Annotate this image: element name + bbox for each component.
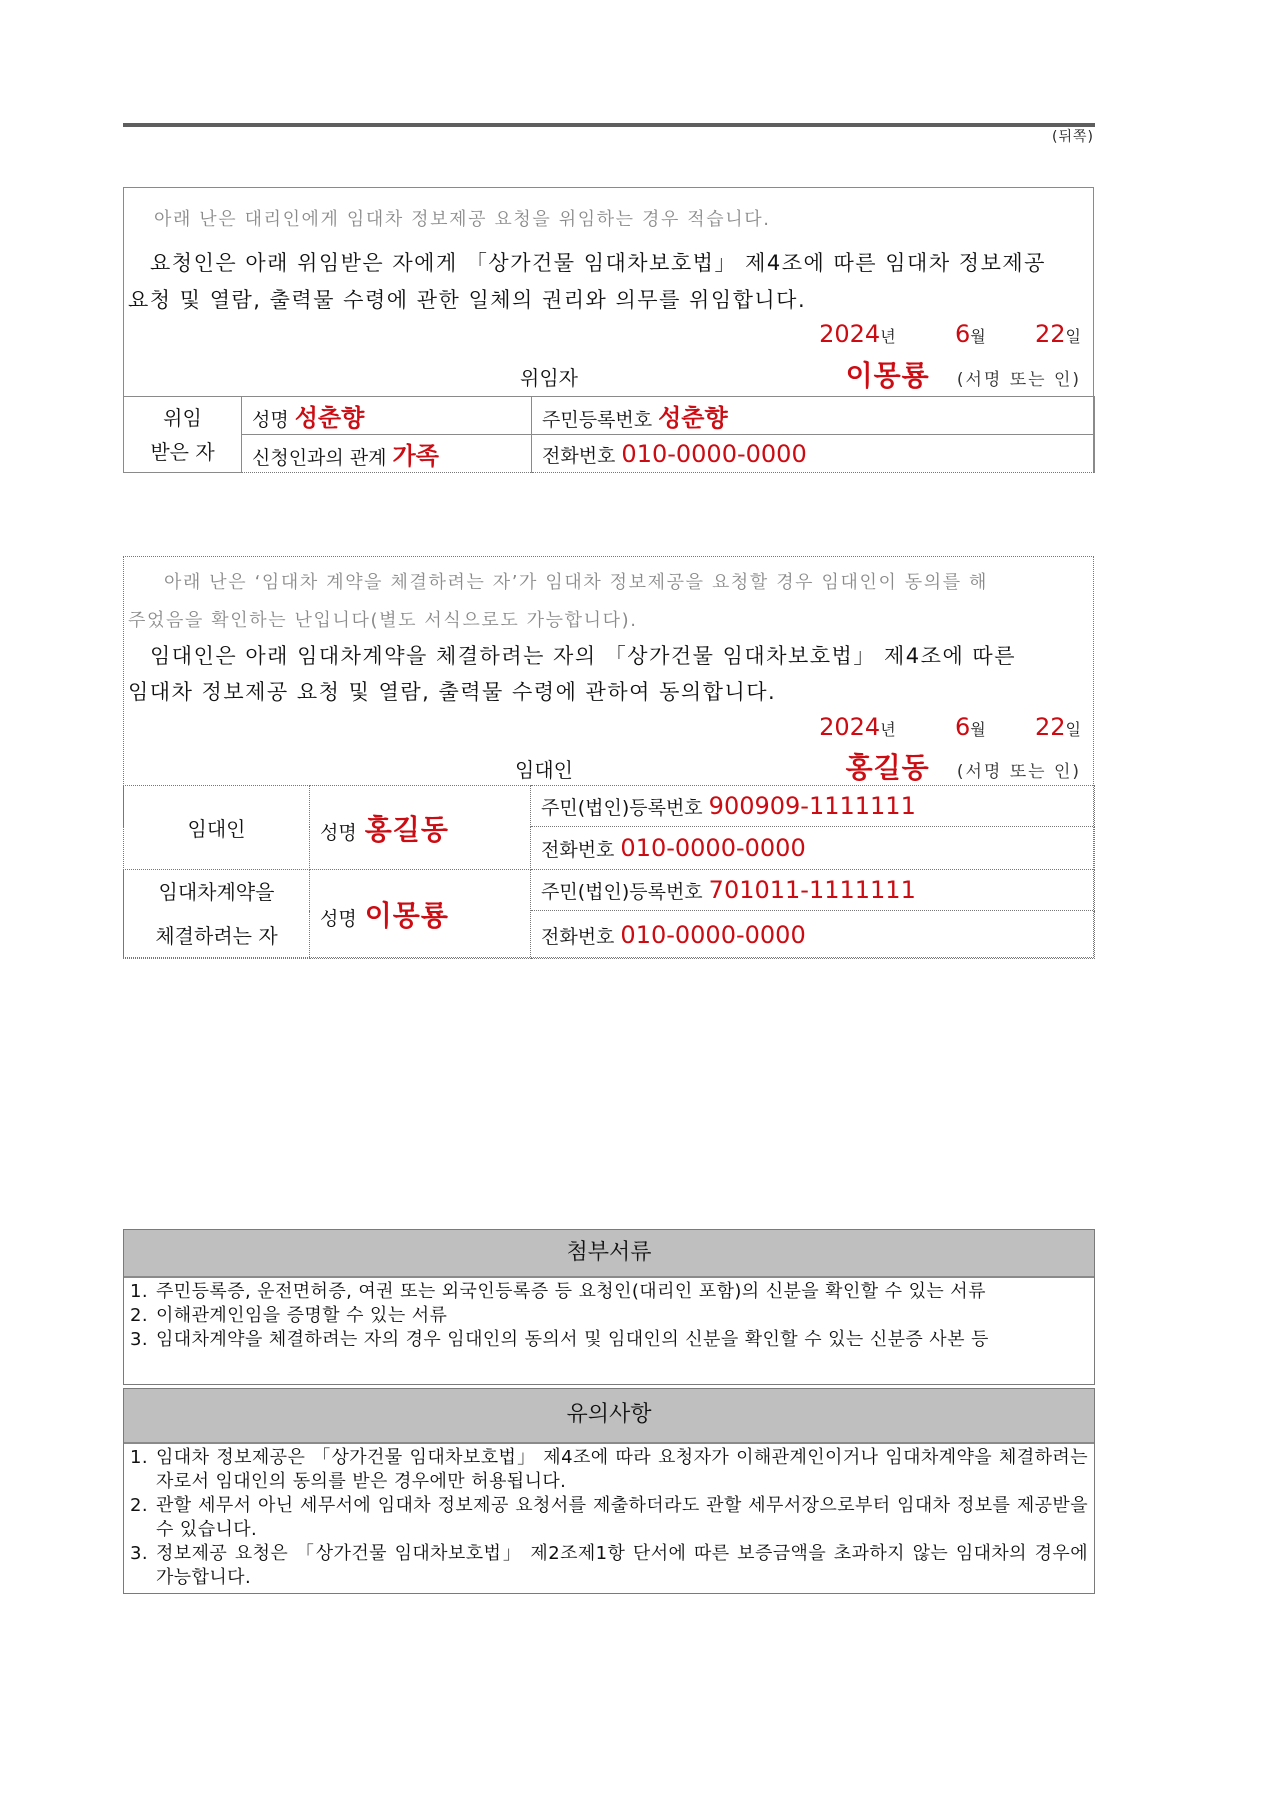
delegate-row-header xyxy=(124,397,242,473)
tenant-name-value[interactable]: 이몽룡 xyxy=(364,899,449,932)
item-text: 주민등록증, 운전면허증, 여권 또는 외국인등록증 등 요청인(대리인 포함)의 신분을 확인할 수 있는 서류 xyxy=(156,1281,986,1302)
consent-day[interactable]: 22 xyxy=(1034,713,1066,741)
month-unit: 월 xyxy=(970,327,986,346)
tenant-header xyxy=(124,870,310,959)
phone-label: 전화번호 xyxy=(541,925,615,948)
signature-hint: (서명 또는 인) xyxy=(956,370,1081,390)
item-number: 1. xyxy=(130,1447,148,1468)
delegation-body-line1: 요청인은 아래 위임받은 자에게 「상가건물 임대차보호법」 제4조에 따른 임대차 정보제공 xyxy=(150,251,1046,275)
item-number: 3. xyxy=(130,1329,148,1350)
item-text: 정보제공 요청은 「상가건물 임대차보호법」 제2조제1항 단서에 따른 보증금액을 초과하지 않는 임대차의 경우에 가능합니다. xyxy=(156,1543,1088,1588)
name-label: 성명 xyxy=(252,409,289,431)
notes-section xyxy=(123,1388,1095,1594)
note-item xyxy=(130,1542,1088,1590)
tenant-header-line1: 임대차계약을 xyxy=(158,880,275,904)
month-unit: 월 xyxy=(970,720,986,739)
phone-label: 전화번호 xyxy=(542,444,616,467)
attachments-title: 첨부서류 xyxy=(124,1230,1094,1278)
landlord-phone-value[interactable]: 010-0000-0000 xyxy=(620,834,806,862)
item-number: 3. xyxy=(130,1543,148,1564)
consent-body-line1: 임대인은 아래 임대차계약을 체결하려는 자의 「상가건물 임대차보호법」 제4조에 따른 xyxy=(150,644,1016,668)
consent-date xyxy=(819,713,1081,741)
item-number: 1. xyxy=(130,1281,148,1302)
delegate-phone-cell[interactable] xyxy=(532,435,1095,473)
day-unit: 일 xyxy=(1065,720,1081,739)
relation-label: 신청인과의 관계 xyxy=(252,447,387,469)
tenant-id-value[interactable]: 701011-1111111 xyxy=(708,876,916,904)
attachment-item xyxy=(130,1328,1088,1352)
tenant-phone-cell[interactable] xyxy=(531,911,1095,959)
attachment-item xyxy=(130,1304,1088,1328)
consent-body-line2: 임대차 정보제공 요청 및 열람, 출력물 수령에 관하여 동의합니다. xyxy=(128,680,777,704)
note-item xyxy=(130,1446,1088,1494)
item-number: 2. xyxy=(130,1495,148,1516)
delegation-signature xyxy=(846,354,1081,394)
top-rule xyxy=(123,123,1095,127)
note-item xyxy=(130,1494,1088,1542)
item-text: 이해관계인임을 증명할 수 있는 서류 xyxy=(156,1305,448,1326)
delegation-body-line2: 요청 및 열람, 출력물 수령에 관한 일체의 권리와 의무를 위임합니다. xyxy=(128,288,807,312)
item-text: 임대차 정보제공은 「상가건물 임대차보호법」 제4조에 따라 요청자가 이해관계인이거나 임대차계약을 체결하려는 자로서 임대인의 동의를 받은 경우에만 허용됩니다. xyxy=(156,1447,1088,1492)
delegate-name-cell[interactable] xyxy=(242,397,532,435)
notes-title: 유의사항 xyxy=(124,1389,1094,1444)
consent-month[interactable]: 6 xyxy=(954,713,971,741)
landlord-name-value[interactable]: 홍길동 xyxy=(364,812,449,846)
year-unit: 년 xyxy=(880,327,896,346)
landlord-name-cell[interactable] xyxy=(310,786,531,870)
item-text: 관할 세무서 아닌 세무서에 임대차 정보제공 요청서를 제출하더라도 관할 세무서장으로부터 임대차 정보를 제공받을 수 있습니다. xyxy=(156,1495,1088,1540)
landlord-id-value[interactable]: 900909-1111111 xyxy=(708,792,916,820)
delegate-relation-value[interactable]: 가족 xyxy=(392,442,439,470)
row-header-line2: 받은 자 xyxy=(150,439,215,464)
item-number: 2. xyxy=(130,1305,148,1326)
delegation-note: 아래 난은 대리인에게 임대차 정보제공 요청을 위임하는 경우 적습니다. xyxy=(154,209,771,230)
consent-note-line2: 주었음을 확인하는 난입니다(별도 서식으로도 가능합니다). xyxy=(128,610,638,631)
delegate-relation-cell[interactable] xyxy=(242,435,532,473)
attachments-list xyxy=(124,1278,1094,1354)
landlord-header: 임대인 xyxy=(124,786,310,870)
landlord-id-cell[interactable] xyxy=(531,786,1095,827)
delegate-phone-value[interactable]: 010-0000-0000 xyxy=(621,439,807,468)
page-side-label: (뒤쪽) xyxy=(1052,129,1094,145)
name-label: 성명 xyxy=(320,821,357,844)
phone-label: 전화번호 xyxy=(541,839,615,861)
delegation-signer-label: 위임자 xyxy=(520,366,578,390)
id-label: 주민(법인)등록번호 xyxy=(541,881,703,903)
tenant-header-line2: 체결하려는 자 xyxy=(155,924,278,948)
consent-year[interactable]: 2024 xyxy=(819,713,881,741)
consent-note-line1: 아래 난은 ‘임대차 계약을 체결하려는 자’가 임대차 정보제공을 요청할 경우 임대인이 동의를 해 xyxy=(164,572,989,593)
row-header-line1: 위임 xyxy=(163,405,202,430)
tenant-id-cell[interactable] xyxy=(531,870,1095,911)
year-unit: 년 xyxy=(880,720,896,739)
consent-signer-name[interactable]: 홍길동 xyxy=(845,751,930,784)
delegate-id-value[interactable]: 성춘향 xyxy=(658,404,728,432)
notes-list xyxy=(124,1444,1094,1592)
tenant-phone-value[interactable]: 010-0000-0000 xyxy=(620,920,806,949)
delegation-month[interactable]: 6 xyxy=(954,320,971,348)
attachments-section xyxy=(123,1229,1095,1385)
delegation-day[interactable]: 22 xyxy=(1034,320,1066,348)
item-text: 임대차계약을 체결하려는 자의 경우 임대인의 동의서 및 임대인의 신분을 확인할 수 있는 신분증 사본 등 xyxy=(156,1329,989,1350)
delegation-signer-name[interactable]: 이몽룡 xyxy=(845,359,930,392)
consent-table xyxy=(123,785,1095,959)
delegation-year[interactable]: 2024 xyxy=(819,320,881,348)
landlord-phone-cell[interactable] xyxy=(531,827,1095,870)
delegation-date xyxy=(819,320,1081,348)
tenant-name-cell[interactable] xyxy=(310,870,531,959)
attachment-item xyxy=(130,1280,1088,1304)
consent-signature xyxy=(846,746,1081,786)
delegate-name-value[interactable]: 성춘향 xyxy=(294,404,365,432)
delegate-id-cell[interactable] xyxy=(532,397,1095,435)
consent-signer-label: 임대인 xyxy=(515,758,573,782)
name-label: 성명 xyxy=(320,908,357,930)
day-unit: 일 xyxy=(1065,327,1081,346)
signature-hint: (서명 또는 인) xyxy=(956,762,1081,782)
delegate-table xyxy=(123,396,1095,473)
id-label: 주민(법인)등록번호 xyxy=(541,797,703,819)
id-label: 주민등록번호 xyxy=(542,409,653,431)
